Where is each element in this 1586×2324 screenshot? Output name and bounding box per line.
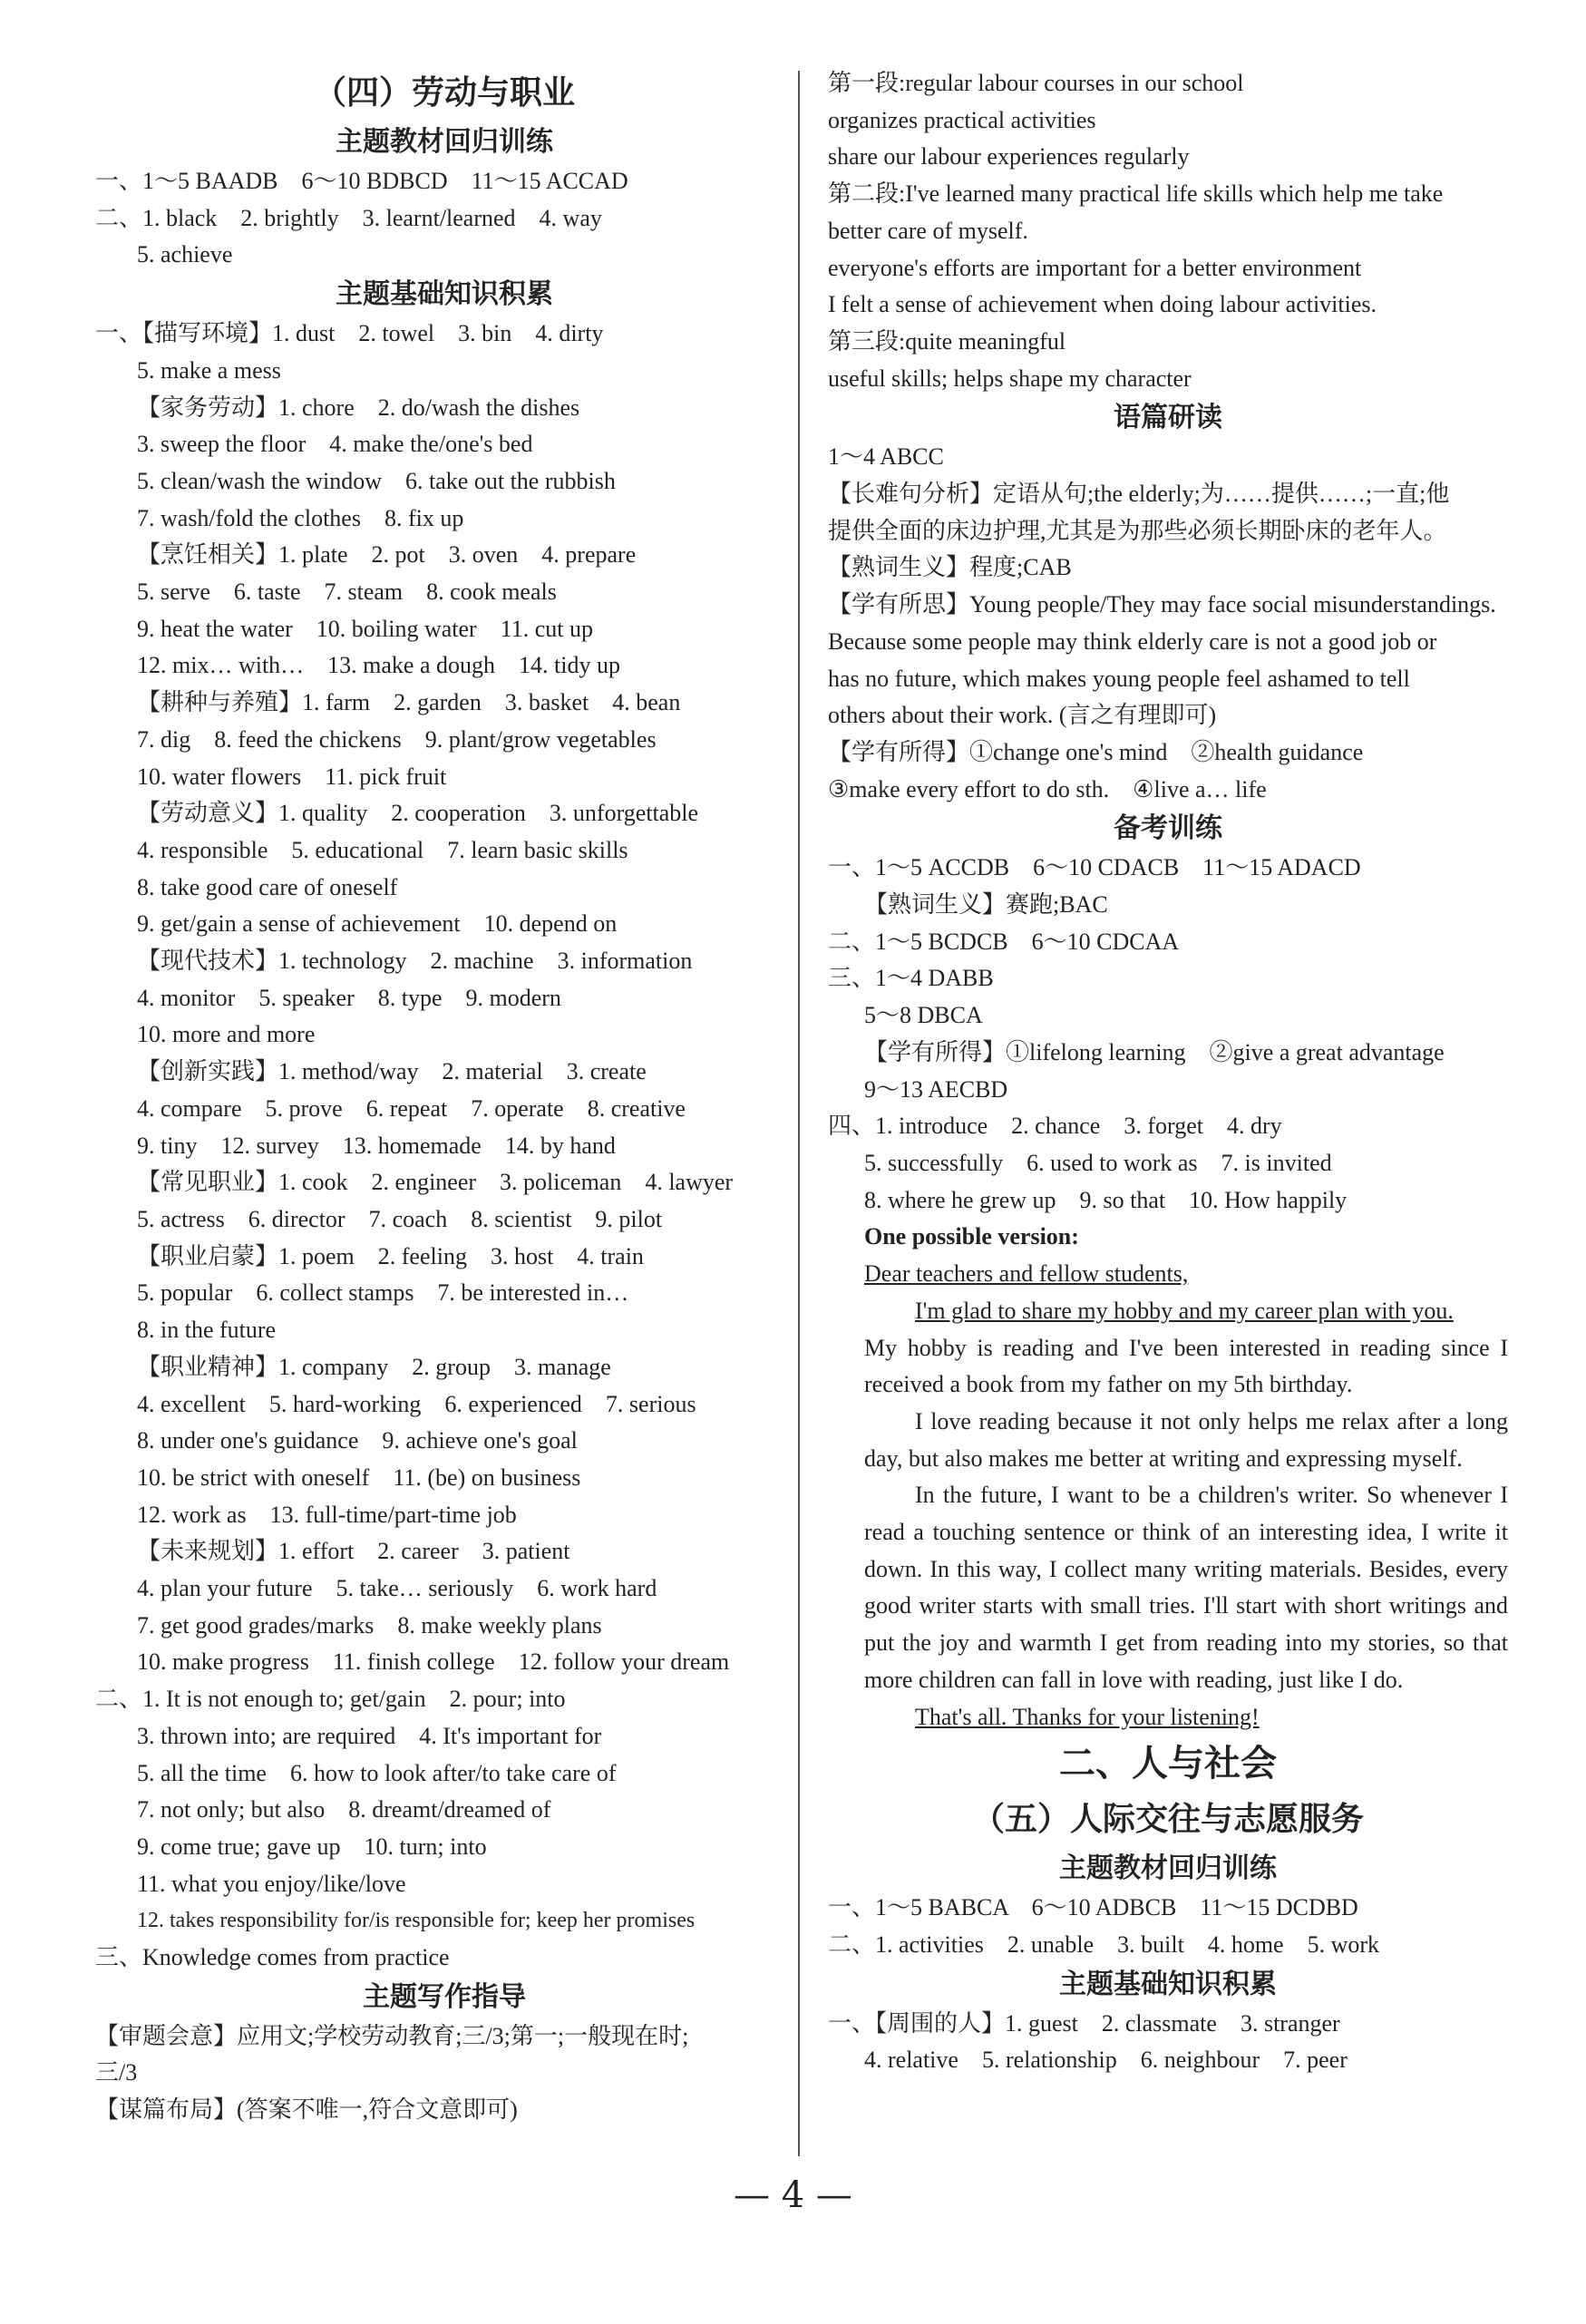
answer-line: 5. actress 6. director 7. coach 8. scientist 9. pilot (137, 1205, 663, 1232)
section-title-textbook-review: 主题教材回归训练 (336, 126, 553, 158)
answer-line: 提供全面的床边护理,尤其是为那些必须长期卧床的老年人。 (828, 517, 1447, 544)
answer-line: 【家务劳动】1. chore 2. do/wash the dishes (137, 394, 580, 421)
answer-line: 9. get/gain a sense of achievement 10. depend on (137, 910, 618, 938)
outline-line: better care of myself. (828, 217, 1028, 244)
essay-paragraph: In the future, I want to be a children's writer. So whenever I read a touching sentence or think of an interesting idea, I write it down. In this way, I collect many writing materials. Besides, every good writer starts with small tries. I'll start with short writings and put the joy and warmth I get from reading into my stories, so that more children can fall in love with reading, just like I do. (864, 1482, 1508, 1693)
answer-line: 三、1～4 DABB (828, 965, 994, 992)
answer-line: 12. takes responsibility for/is responsible for; keep her promises (137, 1909, 696, 1933)
answer-line: has no future, which makes young people feel ashamed to tell (828, 665, 1410, 692)
answer-line: 7. wash/fold the clothes 8. fix up (137, 504, 464, 531)
answer-line: 9. tiny 12. survey 13. homemade 14. by hand (137, 1132, 616, 1159)
answer-line: 8. take good care of oneself (137, 873, 398, 900)
section-title-writing-guide: 主题写作指导 (363, 1980, 526, 2013)
answer-line: 5. achieve (137, 241, 233, 268)
section-title-exam-training: 备考训练 (1114, 812, 1222, 845)
answer-line: 【熟词生义】赛跑;BAC (864, 891, 1108, 919)
answer-line: 8. in the future (137, 1317, 277, 1344)
answer-line: 1～4 ABCC (828, 443, 944, 471)
answer-line: others about their work. (言之有理即可) (828, 702, 1217, 729)
answer-line: 5. all the time 6. how to look after/to take care of (137, 1759, 617, 1786)
essay-greeting: Dear teachers and fellow students, (864, 1260, 1189, 1288)
answer-line: 【学有所得】①lifelong learning ②give a great advantage (864, 1038, 1445, 1065)
answer-line: 一、1～5 ACCDB 6～10 CDACB 11～15 ADACD (828, 854, 1361, 881)
answer-line: 3. sweep the floor 4. make the/one's bed (137, 431, 533, 458)
outline-line: 第二段:I've learned many practical life skills which help me take (828, 180, 1444, 208)
outline-line: 第三段:quite meaningful (828, 327, 1066, 355)
answer-line: 5. popular 6. collect stamps 7. be interested in… (137, 1279, 629, 1307)
section-title-reading: 语篇研读 (1114, 402, 1222, 434)
answer-line: 【未来规划】1. effort 2. career 3. patient (137, 1538, 570, 1565)
right-column (828, 65, 1508, 2079)
sample-essay (828, 1256, 1508, 1736)
part4-title: （四）劳动与职业 (313, 74, 575, 112)
answer-line: 10. make progress 11. finish college 12. follow your dream (137, 1648, 730, 1676)
answer-line: 【劳动意义】1. quality 2. cooperation 3. unforgettable (137, 800, 699, 827)
answer-line: 【谋篇布局】(答案不唯一,符合文意即可) (95, 2096, 518, 2124)
answer-line: 7. dig 8. feed the chickens 9. plant/grow vegetables (137, 725, 657, 753)
answer-line: 4. compare 5. prove 6. repeat 7. operate 8. creative (137, 1094, 686, 1122)
column-divider (798, 71, 800, 2156)
answer-line: 【耕种与养殖】1. farm 2. garden 3. basket 4. bean (137, 689, 681, 716)
outline-line: organizes practical activities (828, 106, 1096, 133)
answer-line: 5. successfully 6. used to work as 7. is invited (864, 1149, 1332, 1176)
answer-line: 【创新实践】1. method/way 2. material 3. create (137, 1058, 647, 1085)
essay-closing: That's all. Thanks for your listening! (915, 1703, 1260, 1730)
answer-line: 4. relative 5. relationship 6. neighbour 7. peer (864, 2047, 1348, 2074)
outline-line: share our labour experiences regularly (828, 143, 1190, 170)
part2-title: 二、人与社会 (1059, 1743, 1277, 1785)
answer-line: 一、【描写环境】1. dust 2. towel 3. bin 4. dirty (95, 320, 604, 347)
answer-line: 9～13 AECBD (864, 1075, 1008, 1103)
outline-line: everyone's efforts are important for a better environment (828, 254, 1362, 281)
answer-line: 【长难句分析】定语从句;the elderly;为……提供……;一直;他 (828, 481, 1450, 508)
answer-line: 4. excellent 5. hard-working 6. experienced 7. serious (137, 1390, 696, 1417)
essay-opening: I'm glad to share my hobby and my career plan with you. (915, 1297, 1454, 1324)
section-title-textbook-review: 主题教材回归训练 (1059, 1852, 1277, 1885)
answer-line: 9. heat the water 10. boiling water 11. cut up (137, 615, 594, 642)
section-title-knowledge: 主题基础知识积累 (1059, 1968, 1277, 2000)
answer-line: 10. water flowers 11. pick fruit (137, 763, 447, 790)
answer-line: 二、1～5 BCDCB 6～10 CDCAA (828, 928, 1180, 955)
part5-title: （五）人际交往与志愿服务 (971, 1801, 1364, 1839)
answer-line: 一、【周围的人】1. guest 2. classmate 3. stranger (828, 2009, 1340, 2037)
page-number: — 4 — (734, 2174, 852, 2216)
answer-line: 11. what you enjoy/like/love (137, 1870, 406, 1897)
answer-line: Because some people may think elderly care is not a good job or (828, 627, 1437, 655)
answer-line: 4. responsible 5. educational 7. learn basic skills (137, 836, 628, 863)
answer-line: 【职业启蒙】1. poem 2. feeling 3. host 4. train (137, 1242, 644, 1269)
answer-line: 【烹饪相关】1. plate 2. pot 3. oven 4. prepare (137, 541, 637, 569)
answer-line: 7. get good grades/marks 8. make weekly plans (137, 1611, 602, 1638)
answer-line: 5. make a mess (137, 356, 281, 384)
section-title-knowledge: 主题基础知识积累 (336, 278, 553, 311)
answer-line: 【常见职业】1. cook 2. engineer 3. policeman 4. lawyer (137, 1169, 734, 1196)
left-column (95, 65, 793, 2129)
answer-line: 12. work as 13. full-time/part-time job (137, 1501, 517, 1528)
answer-line: 【学有所得】①change one's mind ②health guidance (828, 738, 1364, 765)
answer-line: ③make every effort to do sth. ④live a… life (828, 775, 1267, 802)
answer-line: 8. where he grew up 9. so that 10. How happily (864, 1186, 1348, 1213)
outline-line: useful skills; helps shape my character (828, 365, 1192, 392)
essay-paragraph: I love reading because it not only helps me relax after a long day, but also makes me better at writing and expressing myself. (864, 1407, 1508, 1472)
answer-line: 三、Knowledge comes from practice (95, 1944, 450, 1971)
answer-line: 【审题会意】应用文;学校劳动教育;三/3;第一;一般现在时; (95, 2022, 689, 2049)
answer-line: 9. come true; gave up 10. turn; into (137, 1833, 487, 1860)
answer-line: 一、1～5 BAADB 6～10 BDBCD 11～15 ACCAD (95, 168, 628, 194)
answer-line: 【职业精神】1. company 2. group 3. manage (137, 1353, 611, 1380)
answer-line: 5. serve 6. taste 7. steam 8. cook meals (137, 579, 557, 606)
answer-line: 四、1. introduce 2. chance 3. forget 4. dry (828, 1113, 1282, 1140)
answer-line: 10. more and more (137, 1021, 316, 1048)
answer-line: 5～8 DBCA (864, 1002, 983, 1029)
answer-line: 10. be strict with oneself 11. (be) on business (137, 1463, 581, 1491)
answer-line: 【现代技术】1. technology 2. machine 3. information (137, 948, 693, 975)
answer-line: 8. under one's guidance 9. achieve one's goal (137, 1427, 578, 1454)
outline-line: 第一段:regular labour courses in our school (828, 70, 1244, 96)
answer-line: 5. clean/wash the window 6. take out the rubbish (137, 467, 616, 494)
answer-line: 二、1. activities 2. unable 3. built 4. home 5. work (828, 1930, 1380, 1958)
outline-line: I felt a sense of achievement when doing labour activities. (828, 291, 1377, 318)
answer-line: 二、1. black 2. brightly 3. learnt/learned 4. way (95, 204, 602, 231)
essay-paragraph: My hobby is reading and I've been interested in reading since I received a book from my father on my 5th birthday. (864, 1334, 1508, 1398)
answer-line: 【学有所思】Young people/They may face social misunderstandings. (828, 591, 1496, 618)
answer-line: 12. mix… with… 13. make a dough 14. tidy up (137, 652, 620, 679)
answer-line: 7. not only; but also 8. dreamt/dreamed of (137, 1796, 551, 1823)
answer-line: 3. thrown into; are required 4. It's important for (137, 1722, 602, 1749)
answer-line: 4. monitor 5. speaker 8. type 9. modern (137, 984, 561, 1011)
answer-line: 【熟词生义】程度;CAB (828, 554, 1072, 581)
answer-line: 三/3 (95, 2059, 138, 2086)
answer-line: 一、1～5 BABCA 6～10 ADBCB 11～15 DCDBD (828, 1894, 1358, 1921)
answer-line: 二、1. It is not enough to; get/gain 2. pour; into (95, 1686, 566, 1713)
answer-line: 4. plan your future 5. take… seriously 6. work hard (137, 1575, 657, 1602)
sample-essay-label: One possible version: (864, 1223, 1079, 1250)
